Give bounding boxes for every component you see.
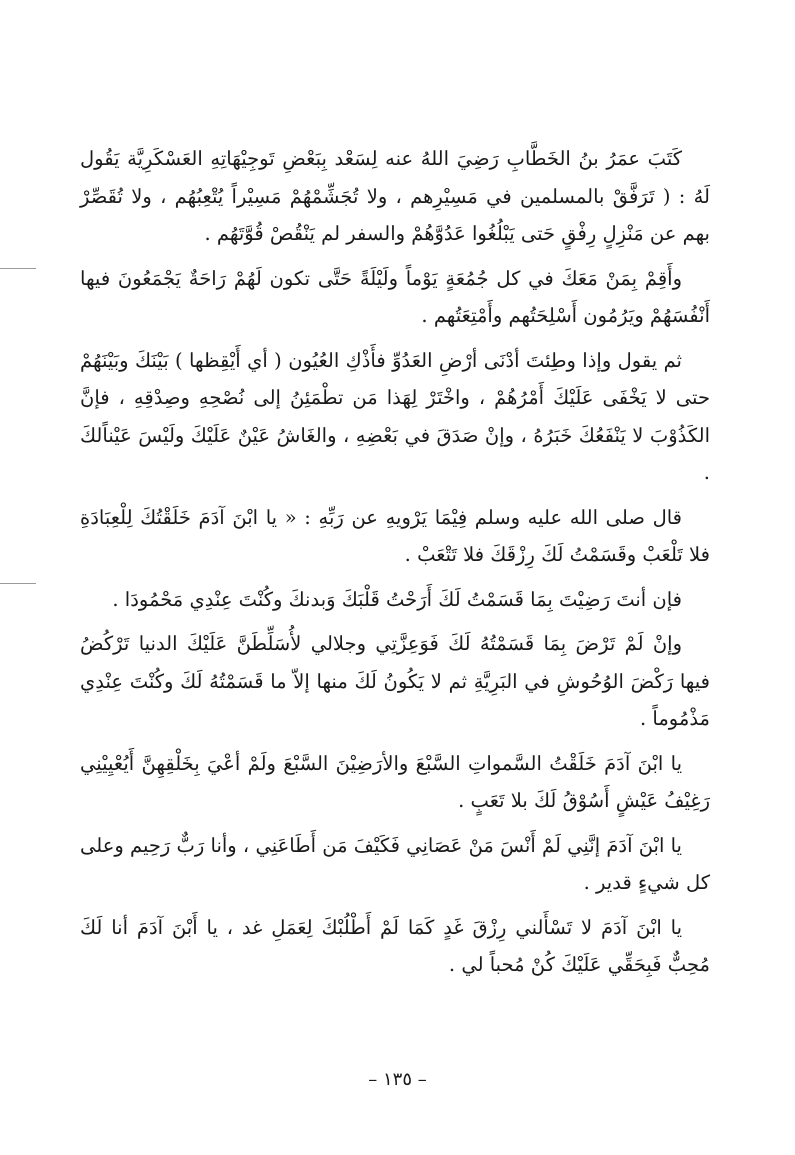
paragraph-love: يا ابْنَ آدَمَ لا تَسْأَلني رِزْقَ غَدٍ كَمَا لَمْ أَطْلُبْكَ لِعَمَلِ غد ، يا أَبْنَ آدَمَ أنا لَكَ مُحِبٌّ فَبِحَقِّي عَلَيْكَ كُنْ مُحباً لي . xyxy=(80,915,710,976)
margin-scan-mark xyxy=(0,268,36,269)
page-body xyxy=(80,140,710,991)
margin-scan-mark xyxy=(0,583,36,584)
paragraph-discontent: وإنْ لَمْ تَرْضَ بِمَا قَسَمْتُهُ لَكَ فَوَعِزَّتِي وجلالي لأُسَلِّطَنَّ عَلَيْكَ الدنيا تَرْكُضُ فيها رَكْضَ الوُحُوشِ في البَرِيَّةِ ثم لا يَكُونُ لَكَ منها إلاّ ما قَسَمْتُهُ لَكَ وكُنْتَ عِنْدِي مَذْمُوماً . xyxy=(80,632,710,730)
paragraph-hadith-intro: قال صلى الله عليه وسلم فِيْمَا يَرْويهِ عن رَبِّهِ : « يا ابْنَ آدَمَ خَلَقْتُكَ لِلْعِبَادَةِ فلا تَلْعَبْ وقَسَمْتُ لَكَ رِزْقَكَ فلا تَتْعَبْ . xyxy=(80,505,710,566)
paragraph-creation: يا ابْنَ آدَمَ خَلَقْتُ السَّمواتِ السَّبْعَ والأرَضِيْنَ السَّبْعَ ولَمْ أعْيَ بِخَلْقِهِنَّ أَيُعْيِيْنِي رَغِيْفُ عَيْشٍ أَسُوْقُ لَكَ بلا تَعَبٍ . xyxy=(80,751,710,812)
paragraph-scouts: ثم يقول وإذا وطِئتَ أدْنَى أرْضِ العَدُوِّ فأَذْكِ العُيُون ( أي أَيْقِظها ) بَيْنَكَ وبَيْنَهُمْ حتى لا يَخْفَى عَلَيْكَ أَمْرُهُمْ ، واخْتَرْ لِهَذا مَن تطْمَئِنُ إلى نُصْحِهِ وصِدْقِهِ ، فإنَّ الكَذُوْبَ لا يَنْفَعُكَ خَبَرُهُ ، وإنْ صَدَقَ في بَعْضِهِ ، والغَاشُ عَيْنٌ عَلَيْكَ ولَيْسَ عَيْناًلكَ . xyxy=(80,348,710,484)
page-number: – ١٣٥ – xyxy=(368,1069,427,1090)
paragraph-mercy: يا ابْنَ آدَمَ إنَّنِي لَمْ أَنْسَ مَنْ عَصَانِي فَكَيْفَ مَن أَطَاعَنِي ، وأنا رَبٌّ رَحِيم وعلى كل شيءٍ قدير . xyxy=(80,833,710,894)
paragraph-rest-day: وأَقِمْ بِمَنْ مَعَكَ في كل جُمُعَةٍ يَوْماً ولَيْلَةً حَتَّى تكون لَهُمْ رَاحَةٌ يَجْمَعُونَ فيها أَنْفُسَهُمْ ويَرُمُون أَسْلِحَتُهم وأَمْتِعَتُهم . xyxy=(80,266,710,327)
paragraph-umar-letter: كَتَبَ عمَرُ بنُ الخَطَّابِ رَضِيَ اللهُ عنه لِسَعْد بِبَعْضِ تَوجِيْهَاتِهِ العَسْكَرِيَّة يَقُول لَهُ : ( تَرَفَّقْ بالمسلمين في مَسِيْرِهم ، ولا تُجَشِّمْهُمْ مَسِيْراً يُتْعِبُهُم ، ولا تُقَصِّرْ بهم عن مَنْزِلٍ رِفْقٍ حَتى يَبْلُغُوا عَدُوَّهُمْ والسفر لم يَنْقُصْ قُوَّتَهُم . xyxy=(80,147,710,245)
paragraph-contentment: فإن أنتَ رَضِيْتَ بِمَا قَسَمْتُ لَكَ أَرَحْتُ قَلْبَكَ وَبدنكَ وكُنْتَ عِنْدِي مَحْمُودَا . xyxy=(112,587,682,611)
